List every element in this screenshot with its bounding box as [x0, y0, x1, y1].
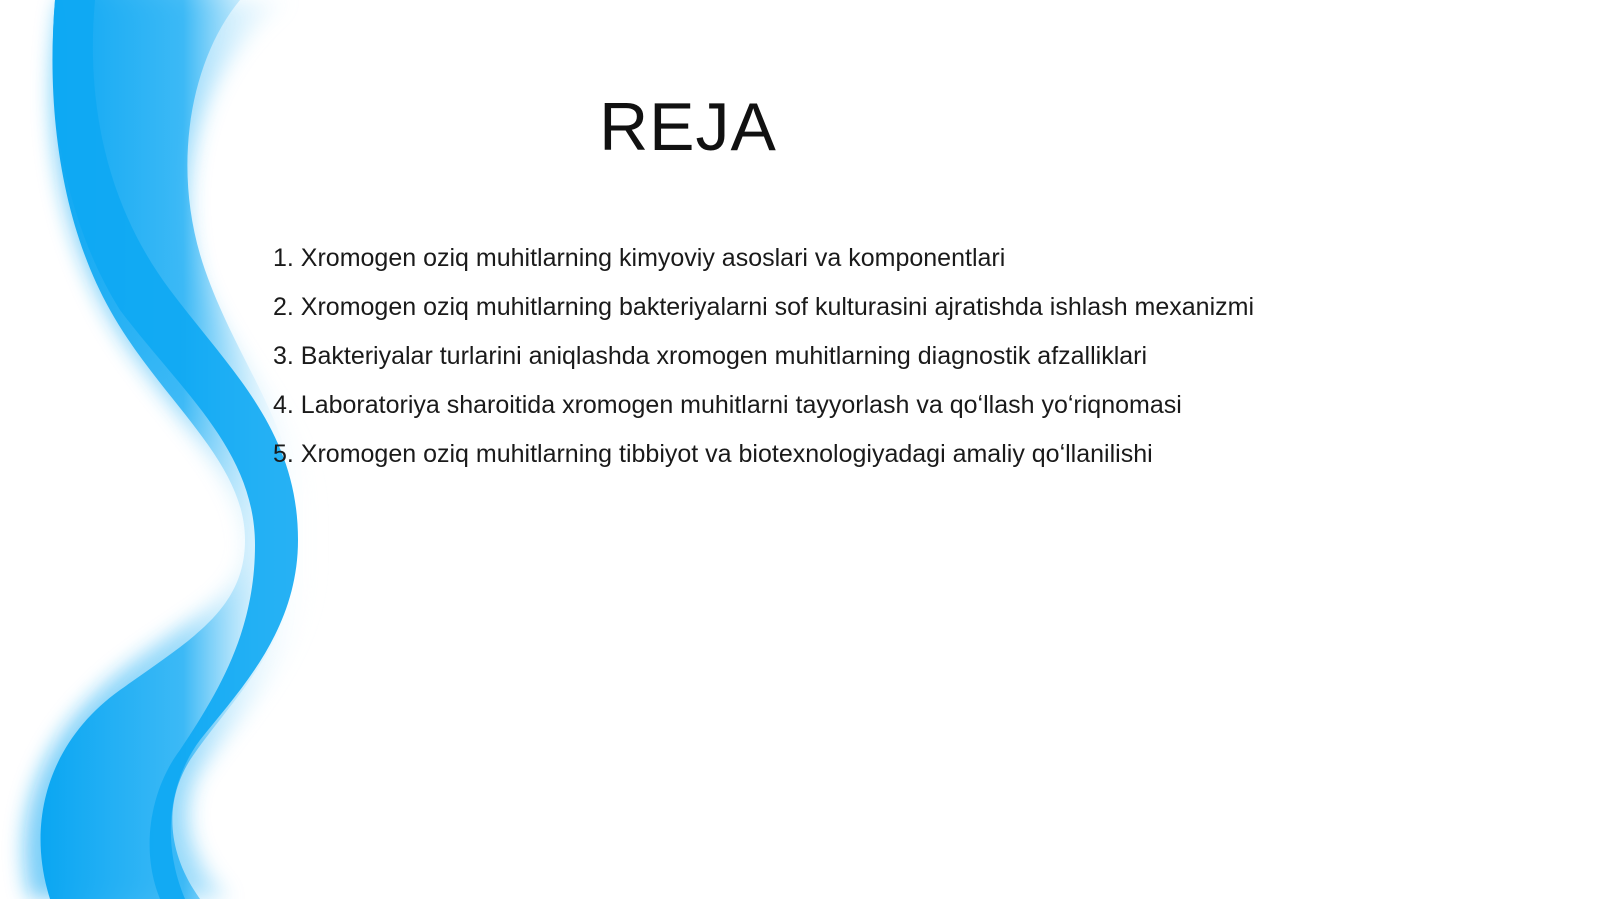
plan-item-5: 5. Xromogen oziq muhitlarning tibbiyot va biotexnologiyadagi amaliy qoʻllanilishi: [273, 440, 1153, 468]
plan-list: [273, 241, 1254, 486]
plan-item-2: 2. Xromogen oziq muhitlarning bakteriyalarni sof kulturasini ajratishda ishlash mexanizmi: [273, 293, 1255, 321]
plan-item-1: 1. Xromogen oziq muhitlarning kimyoviy asoslari va komponentlari: [273, 244, 1006, 272]
plan-item-3: 3. Bakteriyalar turlarini aniqlashda xromogen muhitlarning diagnostik afzalliklari: [273, 342, 1148, 370]
slide-title: REJA: [599, 89, 777, 165]
plan-item-4: 4. Laboratoriya sharoitida xromogen muhitlarni tayyorlash va qoʻllash yoʻriqnomasi: [273, 391, 1182, 419]
